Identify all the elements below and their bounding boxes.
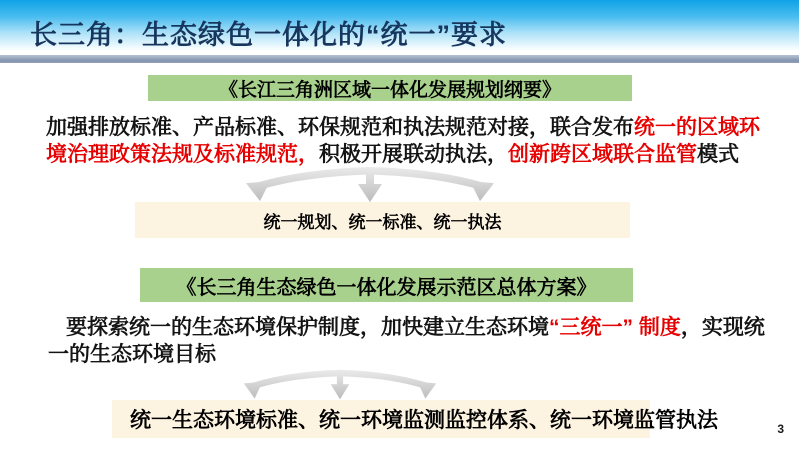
slide-title: 长三角：生态绿色一体化的“统一”要求 [30, 20, 507, 50]
summary-box-env-unifications [112, 400, 718, 438]
section-2-paragraph: 要探索统一的生态环境保护制度，加快建立生态环境“三统一” 制度，实现统一的生态环境目标 [48, 316, 765, 366]
section-heading-demo-zone-plan: 《长三角生态绿色一体化发展示范区总体方案》 [140, 268, 633, 302]
section-1-paragraph: 加强排放标准、产品标准、环保规范和执法规范对接，联合发布统一的区域环境治理政策法规及标准规范，积极开展联动执法，创新跨区域联合监管模式 [46, 116, 760, 166]
page-number: 3 [777, 422, 784, 436]
triple-down-arrow-icon [205, 166, 535, 204]
slide-header [0, 0, 799, 55]
summary-box-env-unifications-label: 统一生态环境标准、统一环境监测监控体系、统一环境监管执法 [130, 409, 718, 432]
section-heading-plan-outline: 《长江三角洲区域一体化发展规划纲要》 [148, 75, 632, 101]
header-divider [0, 55, 799, 63]
triple-down-arrow-icon [212, 369, 468, 401]
summary-box-three-unifications: 统一规划、统一标准、统一执法 [135, 202, 630, 238]
